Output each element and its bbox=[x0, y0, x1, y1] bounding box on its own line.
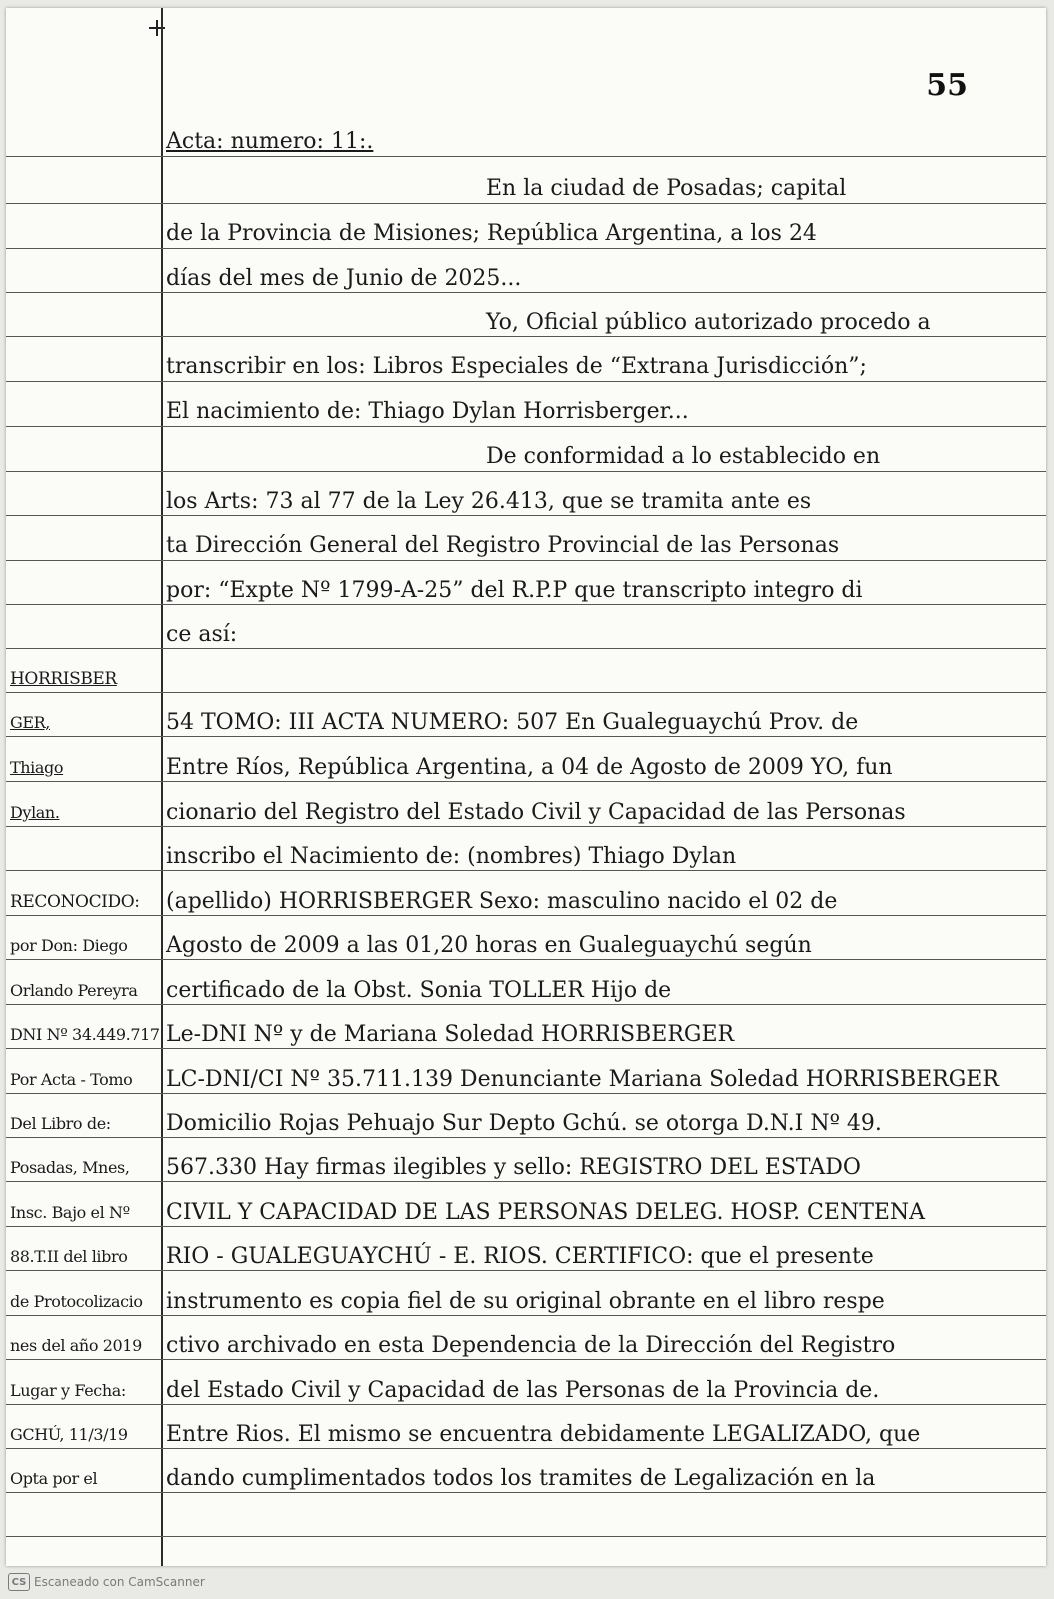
camscanner-logo-icon: CS bbox=[8, 1573, 30, 1591]
text-line: 54 TOMO: III ACTA NUMERO: 507 En Gualeguaychú Prov. de bbox=[166, 710, 859, 735]
text-line: Agosto de 2009 a las 01,20 horas en Gualeguaychú según bbox=[166, 933, 812, 958]
ruled-line bbox=[6, 292, 1046, 293]
margin-note: 88.T.II del libro bbox=[10, 1247, 128, 1266]
ruled-line bbox=[6, 1004, 1046, 1005]
ruled-line bbox=[6, 826, 1046, 827]
text-line: Domicilio Rojas Pehuajo Sur Depto Gchú. se otorga D.N.I Nº 49. bbox=[166, 1111, 882, 1136]
text-line: por: “Expte Nº 1799-A-25” del R.P.P que transcripto integro di bbox=[166, 578, 863, 603]
ruled-line bbox=[6, 736, 1046, 737]
ruled-line bbox=[6, 604, 1046, 605]
text-line: Entre Ríos, República Argentina, a 04 de Agosto de 2009 YO, fun bbox=[166, 755, 893, 780]
margin-note: Lugar y Fecha: bbox=[10, 1381, 126, 1400]
text-line: (apellido) HORRISBERGER Sexo: masculino nacido el 02 de bbox=[166, 889, 838, 914]
text-line: Entre Rios. El mismo se encuentra debidamente LEGALIZADO, que bbox=[166, 1422, 921, 1447]
page-number: 55 bbox=[926, 68, 968, 103]
text-line: Yo, Oficial público autorizado procedo a bbox=[486, 310, 931, 335]
margin-note: Por Acta - Tomo bbox=[10, 1070, 133, 1089]
text-line: instrumento es copia fiel de su original obrante en el libro respe bbox=[166, 1289, 885, 1314]
margin-note: HORRISBER bbox=[10, 669, 117, 689]
scanner-watermark bbox=[8, 1573, 205, 1591]
text-line: de la Provincia de Misiones; República Argentina, a los 24 bbox=[166, 221, 817, 246]
ruled-line bbox=[6, 156, 1046, 157]
ruled-line bbox=[6, 1270, 1046, 1271]
text-line: RIO - GUALEGUAYCHÚ - E. RIOS. CERTIFICO: que el presente bbox=[166, 1244, 874, 1269]
ruled-line bbox=[6, 1448, 1046, 1449]
margin-note: de Protocolizacio bbox=[10, 1292, 143, 1311]
ruled-line bbox=[6, 381, 1046, 382]
ruled-line bbox=[6, 692, 1046, 693]
text-line: dando cumplimentados todos los tramites de Legalización en la bbox=[166, 1466, 876, 1491]
margin-note: Thiago bbox=[10, 758, 64, 777]
ruled-line bbox=[6, 515, 1046, 516]
margin-note: RECONOCIDO: bbox=[10, 892, 140, 912]
ruled-line bbox=[6, 1093, 1046, 1094]
text-line: transcribir en los: Libros Especiales de “Extrana Jurisdicción”; bbox=[166, 354, 867, 379]
ruled-line bbox=[6, 915, 1046, 916]
ruled-line bbox=[6, 1181, 1046, 1182]
text-line: ce así: bbox=[166, 622, 238, 647]
act-header: Acta: numero: 11:. bbox=[166, 129, 374, 154]
margin-note: Insc. Bajo el Nº bbox=[10, 1203, 130, 1222]
text-line: certificado de la Obst. Sonia TOLLER Hijo de bbox=[166, 978, 672, 1003]
margin-note: GER, bbox=[10, 713, 50, 732]
margin-note: por Don: Diego bbox=[10, 936, 128, 955]
text-line: De conformidad a lo establecido en bbox=[486, 444, 881, 469]
ruled-line bbox=[6, 1048, 1046, 1049]
text-line: los Arts: 73 al 77 de la Ley 26.413, que se tramita ante es bbox=[166, 489, 812, 514]
ruled-line bbox=[6, 1404, 1046, 1405]
ruled-line bbox=[6, 1226, 1046, 1227]
ruled-line bbox=[6, 1359, 1046, 1360]
text-line: ta Dirección General del Registro Provincial de las Personas bbox=[166, 533, 840, 558]
ruled-line bbox=[6, 1315, 1046, 1316]
margin-note: Posadas, Mnes, bbox=[10, 1158, 130, 1177]
ruled-line bbox=[6, 1492, 1046, 1493]
ruled-line bbox=[6, 781, 1046, 782]
watermark-text: Escaneado con CamScanner bbox=[34, 1575, 205, 1589]
text-line: CIVIL Y CAPACIDAD DE LAS PERSONAS DELEG. HOSP. CENTENA bbox=[166, 1200, 926, 1225]
margin-note: Opta por el bbox=[10, 1469, 98, 1488]
text-line: LC-DNI/CI Nº 35.711.139 Denunciante Mariana Soledad HORRISBERGER bbox=[166, 1067, 999, 1092]
ruled-line bbox=[6, 959, 1046, 960]
ruled-line bbox=[6, 336, 1046, 337]
margin-note: GCHÚ, 11/3/19 bbox=[10, 1425, 128, 1444]
text-line: El nacimiento de: Thiago Dylan Horrisberger... bbox=[166, 399, 689, 424]
margin-note: Del Libro de: bbox=[10, 1114, 111, 1133]
margin-note: Dylan. bbox=[10, 803, 60, 822]
ruled-line bbox=[6, 1536, 1046, 1537]
margin-note: DNI Nº 34.449.717 bbox=[10, 1025, 160, 1044]
margin-note: Orlando Pereyra bbox=[10, 981, 138, 1000]
text-line: 567.330 Hay firmas ilegibles y sello: REGISTRO DEL ESTADO bbox=[166, 1155, 861, 1180]
ruled-line bbox=[6, 870, 1046, 871]
text-line: En la ciudad de Posadas; capital bbox=[486, 176, 847, 201]
ruled-line bbox=[6, 203, 1046, 204]
text-line: días del mes de Junio de 2025... bbox=[166, 266, 522, 291]
text-line: ctivo archivado en esta Dependencia de la Dirección del Registro bbox=[166, 1333, 896, 1358]
margin-rule bbox=[161, 8, 163, 1566]
text-line: del Estado Civil y Capacidad de las Personas de la Provincia de. bbox=[166, 1378, 880, 1403]
ruled-line bbox=[6, 560, 1046, 561]
margin-note: nes del año 2019 bbox=[10, 1336, 142, 1355]
ruled-line bbox=[6, 1137, 1046, 1138]
ruled-line bbox=[6, 471, 1046, 472]
text-line: cionario del Registro del Estado Civil y Capacidad de las Personas bbox=[166, 800, 906, 825]
text-line: inscribo el Nacimiento de: (nombres) Thiago Dylan bbox=[166, 844, 737, 869]
ruled-line bbox=[6, 648, 1046, 649]
text-line: Le-DNI Nº y de Mariana Soledad HORRISBERGER bbox=[166, 1022, 735, 1047]
ruled-line bbox=[6, 426, 1046, 427]
ruled-line bbox=[6, 248, 1046, 249]
document-page bbox=[6, 8, 1046, 1566]
